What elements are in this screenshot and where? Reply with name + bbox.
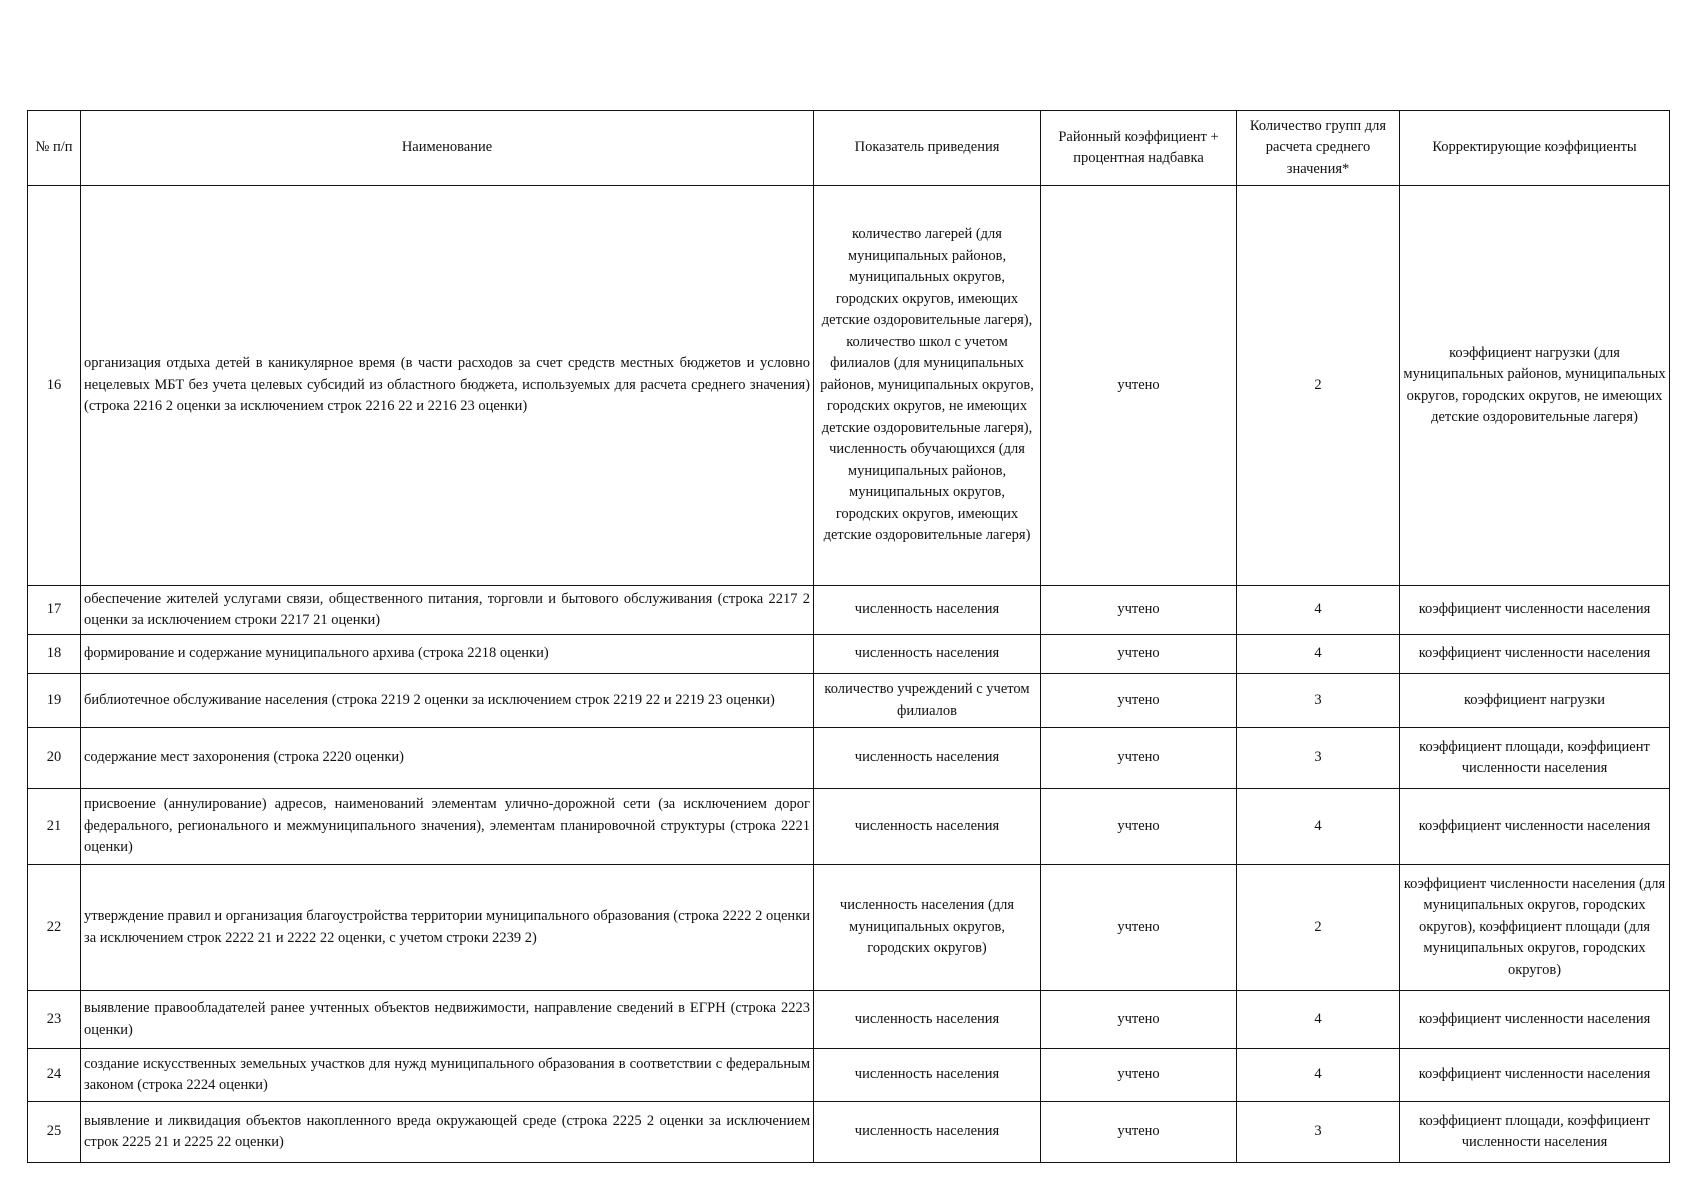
row-regional: учтено bbox=[1041, 635, 1237, 674]
header-name: Наименование bbox=[81, 111, 814, 186]
row-regional: учтено bbox=[1041, 865, 1237, 991]
table-row bbox=[28, 991, 1670, 1049]
row-name: содержание мест захоронения (строка 2220 оценки) bbox=[81, 728, 814, 789]
row-groups: 4 bbox=[1237, 991, 1400, 1049]
row-name: присвоение (аннулирование) адресов, наименований элементам улично-дорожной сети (за исключением дорог федерального, регионального и межмуниципального значения), элементам планировочной структуры (строка 2221 оценки) bbox=[81, 789, 814, 865]
row-number: 18 bbox=[28, 635, 81, 674]
header-number: № п/п bbox=[28, 111, 81, 186]
row-indicator: численность населения bbox=[814, 635, 1041, 674]
table-row bbox=[28, 674, 1670, 728]
row-name: формирование и содержание муниципального архива (строка 2218 оценки) bbox=[81, 635, 814, 674]
row-number: 16 bbox=[28, 186, 81, 586]
row-groups: 4 bbox=[1237, 586, 1400, 635]
row-name: утверждение правил и организация благоустройства территории муниципального образования (строка 2222 2 оценки за исключением строк 2222 21 и 2222 22 оценки, с учетом строки 2239 2) bbox=[81, 865, 814, 991]
table-row bbox=[28, 865, 1670, 991]
row-indicator: численность населения (для муниципальных округов, городских округов) bbox=[814, 865, 1041, 991]
row-coefficients: коэффициент численности населения bbox=[1400, 635, 1670, 674]
table-row bbox=[28, 635, 1670, 674]
row-groups: 3 bbox=[1237, 728, 1400, 789]
row-regional: учтено bbox=[1041, 586, 1237, 635]
row-indicator: численность населения bbox=[814, 1049, 1041, 1102]
row-name: выявление и ликвидация объектов накопленного вреда окружающей среде (строка 2225 2 оценки за исключением строк 2225 21 и 2225 22 оценки) bbox=[81, 1102, 814, 1163]
row-number: 24 bbox=[28, 1049, 81, 1102]
row-indicator: численность населения bbox=[814, 1102, 1041, 1163]
document-page bbox=[27, 110, 1669, 1163]
row-groups: 3 bbox=[1237, 1102, 1400, 1163]
row-indicator: численность населения bbox=[814, 586, 1041, 635]
row-indicator: численность населения bbox=[814, 789, 1041, 865]
table-row bbox=[28, 789, 1670, 865]
row-groups: 4 bbox=[1237, 789, 1400, 865]
row-regional: учтено bbox=[1041, 789, 1237, 865]
row-name: создание искусственных земельных участков для нужд муниципального образования в соответствии с федеральным законом (строка 2224 оценки) bbox=[81, 1049, 814, 1102]
header-correcting-coefficients: Корректирующие коэффициенты bbox=[1400, 111, 1670, 186]
row-coefficients: коэффициент численности населения bbox=[1400, 789, 1670, 865]
header-regional-coefficient: Районный коэффициент + процентная надбавка bbox=[1041, 111, 1237, 186]
row-name: библиотечное обслуживание населения (строка 2219 2 оценки за исключением строк 2219 22 и 2219 23 оценки) bbox=[81, 674, 814, 728]
row-name: выявление правообладателей ранее учтенных объектов недвижимости, направление сведений в ЕГРН (строка 2223 оценки) bbox=[81, 991, 814, 1049]
row-groups: 4 bbox=[1237, 1049, 1400, 1102]
row-regional: учтено bbox=[1041, 1049, 1237, 1102]
row-number: 17 bbox=[28, 586, 81, 635]
row-coefficients: коэффициент нагрузки (для муниципальных районов, муниципальных округов, городских округов, не имеющих детские оздоровительные лагеря) bbox=[1400, 186, 1670, 586]
row-coefficients: коэффициент площади, коэффициент численности населения bbox=[1400, 728, 1670, 789]
row-name: обеспечение жителей услугами связи, общественного питания, торговли и бытового обслуживания (строка 2217 2 оценки за исключением строки 2217 21 оценки) bbox=[81, 586, 814, 635]
row-number: 25 bbox=[28, 1102, 81, 1163]
header-indicator: Показатель приведения bbox=[814, 111, 1041, 186]
coefficients-table bbox=[27, 110, 1670, 1163]
row-number: 19 bbox=[28, 674, 81, 728]
row-number: 22 bbox=[28, 865, 81, 991]
row-groups: 2 bbox=[1237, 865, 1400, 991]
row-coefficients: коэффициент численности населения bbox=[1400, 991, 1670, 1049]
table-row bbox=[28, 728, 1670, 789]
row-coefficients: коэффициент численности населения bbox=[1400, 1049, 1670, 1102]
row-groups: 2 bbox=[1237, 186, 1400, 586]
table-row bbox=[28, 586, 1670, 635]
header-groups-count: Количество групп для расчета среднего значения* bbox=[1237, 111, 1400, 186]
table-row bbox=[28, 1102, 1670, 1163]
row-groups: 3 bbox=[1237, 674, 1400, 728]
row-regional: учтено bbox=[1041, 186, 1237, 586]
row-indicator: количество лагерей (для муниципальных районов, муниципальных округов, городских округов, имеющих детские оздоровительные лагеря), количество школ с учетом филиалов (для муниципальных районов, муниципальных округов, городских округов, не имеющих детские оздоровительные лагеря), численность обучающихся (для муниципальных районов, муниципальных округов, городских округов, имеющих детские оздоровительные лагеря) bbox=[814, 186, 1041, 586]
row-indicator: численность населения bbox=[814, 728, 1041, 789]
table-row bbox=[28, 186, 1670, 586]
row-indicator: численность населения bbox=[814, 991, 1041, 1049]
row-number: 23 bbox=[28, 991, 81, 1049]
table-header-row bbox=[28, 111, 1670, 186]
row-indicator: количество учреждений с учетом филиалов bbox=[814, 674, 1041, 728]
row-groups: 4 bbox=[1237, 635, 1400, 674]
row-regional: учтено bbox=[1041, 674, 1237, 728]
row-number: 21 bbox=[28, 789, 81, 865]
row-coefficients: коэффициент нагрузки bbox=[1400, 674, 1670, 728]
table-row bbox=[28, 1049, 1670, 1102]
row-coefficients: коэффициент площади, коэффициент численности населения bbox=[1400, 1102, 1670, 1163]
row-name: организация отдыха детей в каникулярное время (в части расходов за счет средств местных бюджетов и условно нецелевых МБТ без учета целевых субсидий из областного бюджета, используемых для расчета среднего значения) (строка 2216 2 оценки за исключением строк 2216 22 и 2216 23 оценки) bbox=[81, 186, 814, 586]
row-coefficients: коэффициент численности населения bbox=[1400, 586, 1670, 635]
row-regional: учтено bbox=[1041, 1102, 1237, 1163]
row-number: 20 bbox=[28, 728, 81, 789]
row-regional: учтено bbox=[1041, 991, 1237, 1049]
row-regional: учтено bbox=[1041, 728, 1237, 789]
row-coefficients: коэффициент численности населения (для муниципальных округов, городских округов), коэффициент площади (для муниципальных округов, городских округов) bbox=[1400, 865, 1670, 991]
